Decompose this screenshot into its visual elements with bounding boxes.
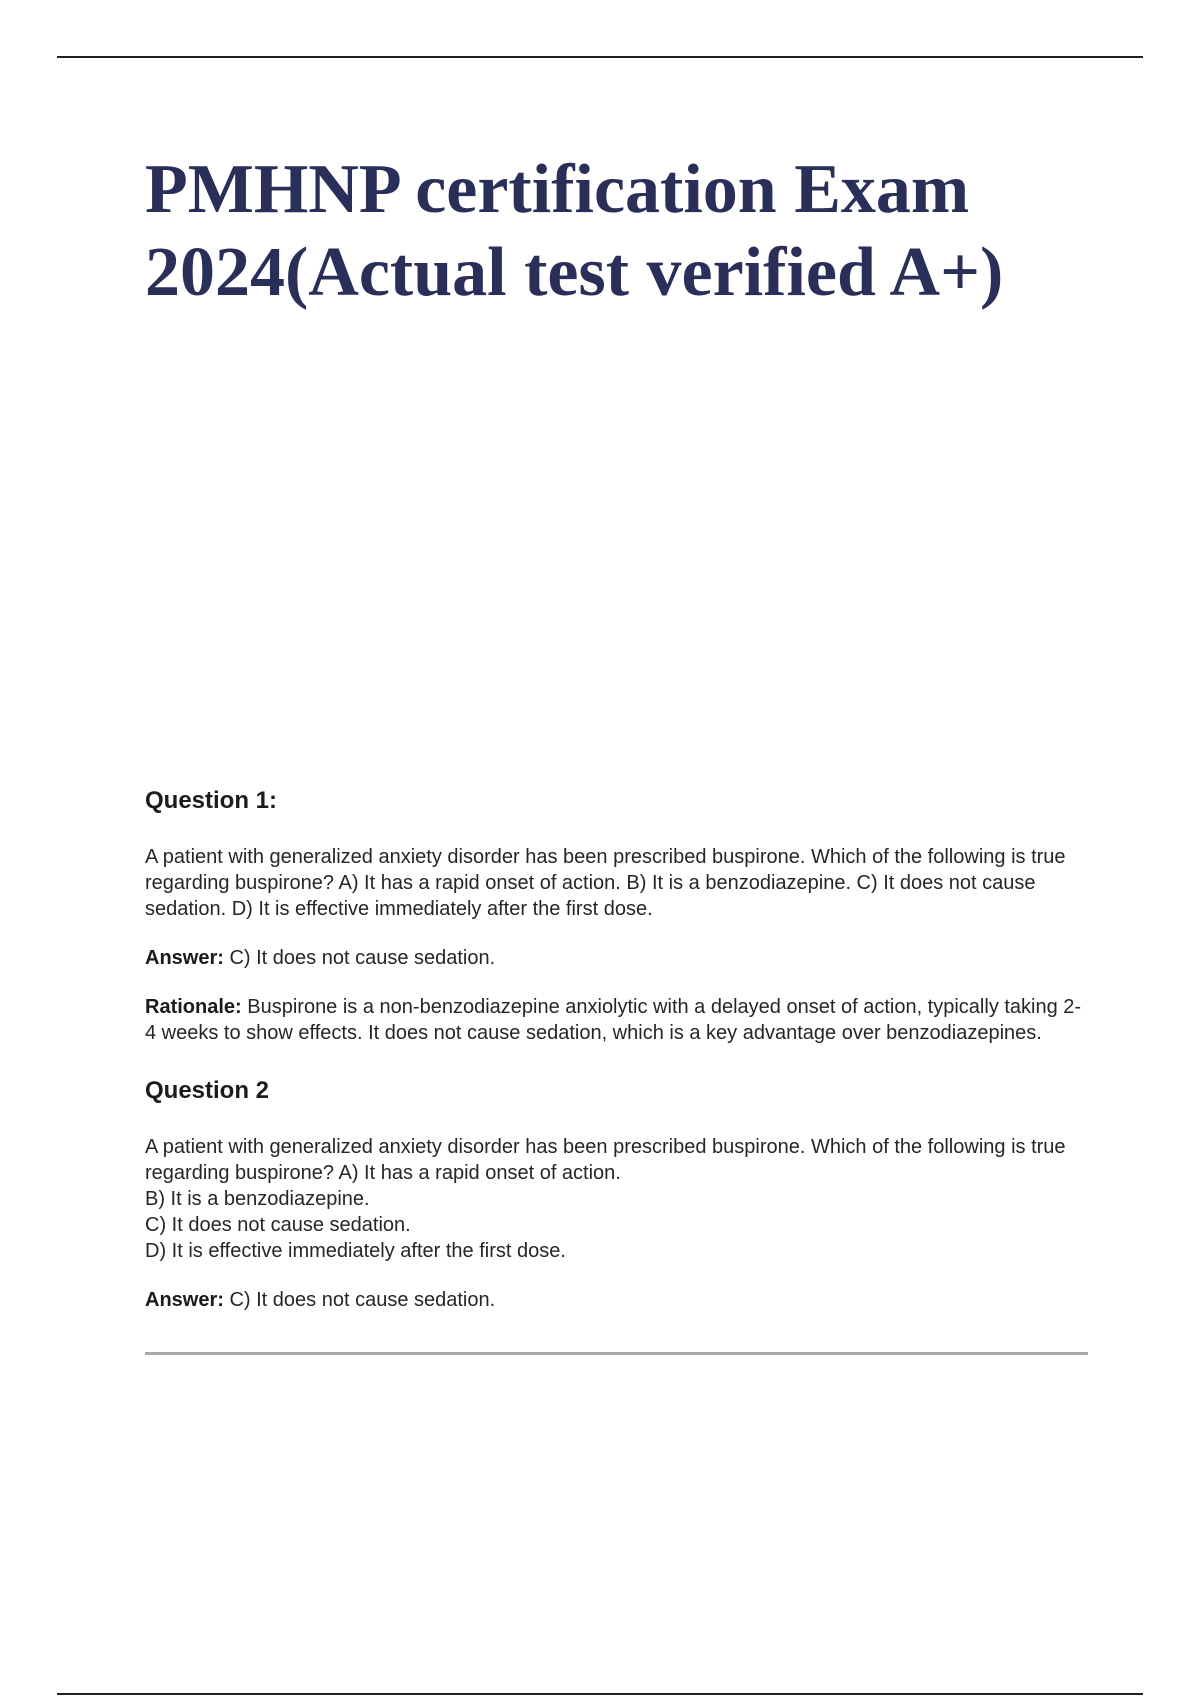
question-heading: Question 1: xyxy=(145,787,278,814)
answer-text: C) It does not cause sedation. xyxy=(229,1289,496,1311)
answer-option: C) It does not cause sedation. xyxy=(145,1214,411,1236)
rationale-text: Buspirone is a non-benzodiazepine anxiolytic with a delayed onset of action, typically taking 2-4 weeks to show effects. It does not cause sedation, which is a key advantage over benzodiazepines. xyxy=(145,996,1082,1044)
answer-text: C) It does not cause sedation. xyxy=(229,947,496,969)
question-text: A patient with generalized anxiety disorder has been prescribed buspirone. Which of the following is true regarding buspirone? A) It has a rapid onset of action. B) It is a benzodiazepine. C) It does not cause sedation. D) It is effective immediately after the first dose. xyxy=(145,846,1066,920)
section-divider xyxy=(145,1352,1088,1355)
answer-label: Answer: xyxy=(145,1289,224,1311)
answer-line xyxy=(145,945,1090,971)
answer-option: B) It is a benzodiazepine. xyxy=(145,1188,370,1210)
answer-option: D) It is effective immediately after the first dose. xyxy=(145,1240,566,1262)
answer-label: Answer: xyxy=(145,947,224,969)
document-title: PMHNP certification Exam 2024(Actual test verified A+) xyxy=(145,151,1004,311)
question-text xyxy=(145,1134,1090,1264)
footer-rule xyxy=(57,1693,1143,1695)
question-block-1 xyxy=(145,784,1090,1046)
question-block-2 xyxy=(145,1074,1090,1313)
rationale-label: Rationale: xyxy=(145,996,242,1018)
question-heading: Question 2 xyxy=(145,1077,270,1104)
questions-section xyxy=(145,784,1090,1336)
answer-line xyxy=(145,1287,1090,1313)
header-rule xyxy=(57,56,1143,58)
question-stem: A patient with generalized anxiety disorder has been prescribed buspirone. Which of the following is true regarding buspirone? A) It has a rapid onset of action. xyxy=(145,1136,1066,1184)
rationale-line xyxy=(145,994,1090,1046)
